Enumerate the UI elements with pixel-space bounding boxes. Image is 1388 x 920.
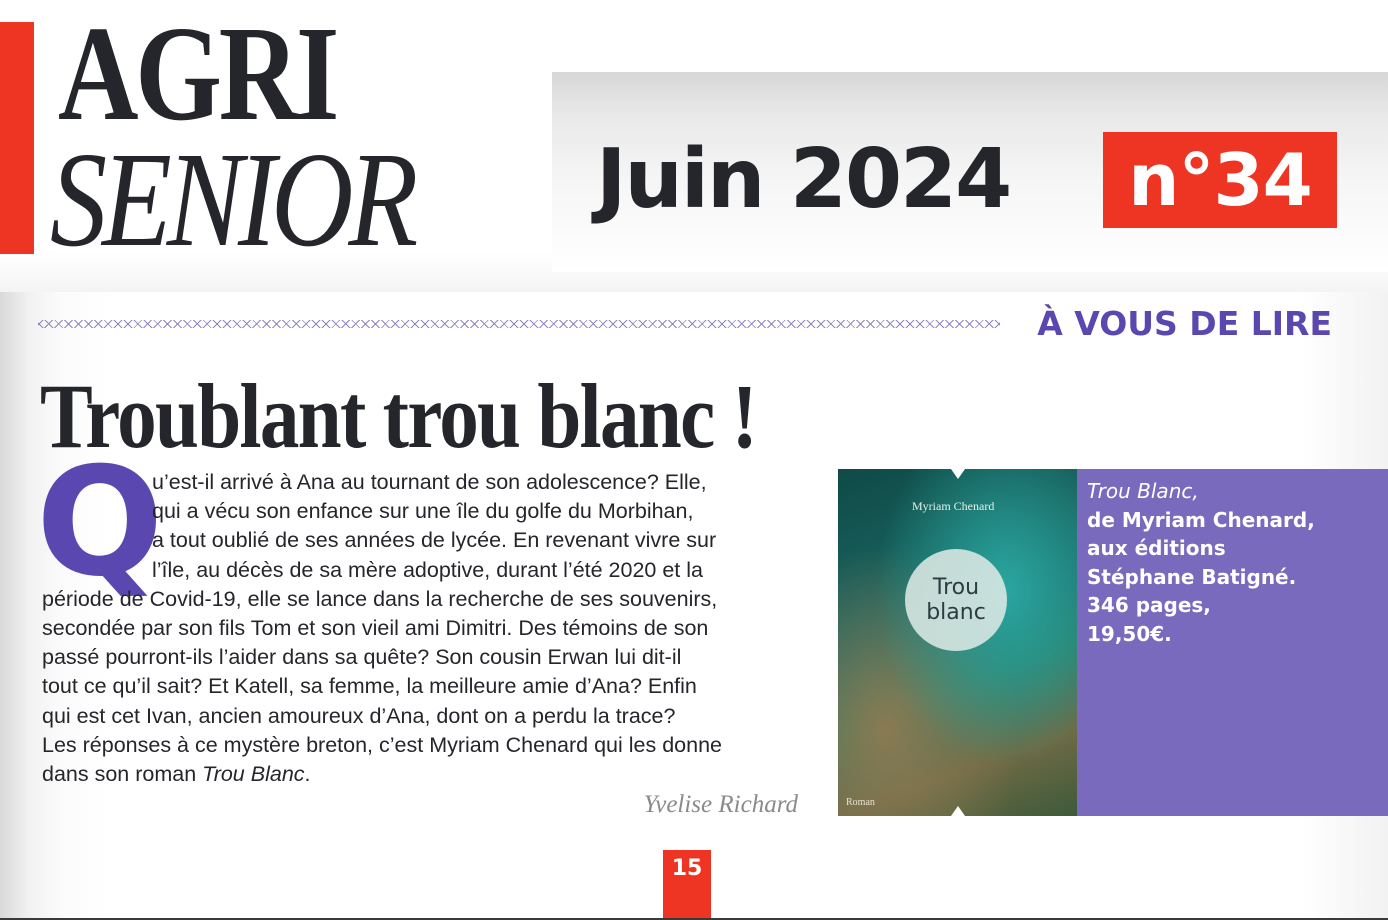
book-cover-image — [838, 469, 1077, 816]
cover-genre: Roman — [846, 797, 875, 808]
body-text-segment: dans son roman — [42, 762, 203, 787]
logo-agri: AGRI — [58, 0, 337, 149]
book-info-publisher: Stéphane Batigné. — [1087, 564, 1297, 589]
cover-title-line: Trou — [932, 575, 980, 600]
cover-title — [905, 575, 1007, 625]
cover-title-line: blanc — [926, 600, 986, 625]
body-line: qui est cet Ivan, ancien amoureux d’Ana, dont on a perdu la trace? — [42, 703, 676, 728]
body-line: période de Covid-19, elle se lance dans la recherche de ses souvenirs, — [42, 586, 718, 611]
article-body — [42, 468, 802, 789]
book-info-panel — [1077, 469, 1388, 816]
logo-red-bar — [0, 22, 34, 254]
body-line: passé pourront-ils l’aider dans sa quête? Son cousin Erwan lui dit-il — [42, 645, 682, 670]
section-rubric: À VOUS DE LIRE — [1037, 304, 1332, 343]
page-number: 15 — [663, 850, 711, 920]
book-info-author: de Myriam Chenard, — [1087, 507, 1315, 532]
section-divider — [38, 320, 1000, 328]
issue-number-badge: n°34 — [1103, 132, 1337, 228]
article-author: Yvelise Richard — [643, 791, 798, 818]
body-line: secondée par son fils Tom et son vieil ami Dimitri. Des témoins de son — [42, 616, 709, 641]
issue-date: Juin 2024 — [596, 132, 1011, 227]
book-info-price: 19,50€. — [1087, 621, 1172, 646]
body-line-last — [42, 760, 802, 789]
body-line: qui a vécu son enfance sur une île du golfe du Morbihan, — [152, 499, 694, 524]
body-line: tout ce qu’il sait? Et Katell, sa femme, la meilleure amie d’Ana? Enfin — [42, 674, 697, 699]
body-line: a tout oublié de ses années de lycée. En revenant vivre sur — [152, 528, 717, 553]
book-info-title: Trou Blanc, — [1087, 479, 1199, 503]
logo-senior: SENIOR — [50, 125, 414, 275]
cover-author: Myriam Chenard — [912, 499, 995, 513]
article-title: Troublant trou blanc ! — [40, 365, 757, 467]
drop-cap: Q — [36, 436, 164, 610]
body-line: l’île, au décès de sa mère adoptive, durant l’été 2020 et la — [152, 557, 703, 582]
cover-notch-bottom — [951, 806, 965, 816]
body-text-segment: . — [304, 762, 311, 787]
book-title-inline: Trou Blanc — [202, 762, 305, 787]
body-line: u’est-il arrivé à Ana au tournant de son adolescence? Elle, — [152, 470, 707, 494]
cover-title-circle — [905, 549, 1007, 651]
book-info-publisher: aux éditions — [1087, 536, 1226, 560]
book-info-pages: 346 pages, — [1087, 593, 1211, 617]
cover-notch-top — [951, 469, 965, 479]
body-line: Les réponses à ce mystère breton, c’est Myriam Chenard qui les donne — [42, 732, 722, 757]
